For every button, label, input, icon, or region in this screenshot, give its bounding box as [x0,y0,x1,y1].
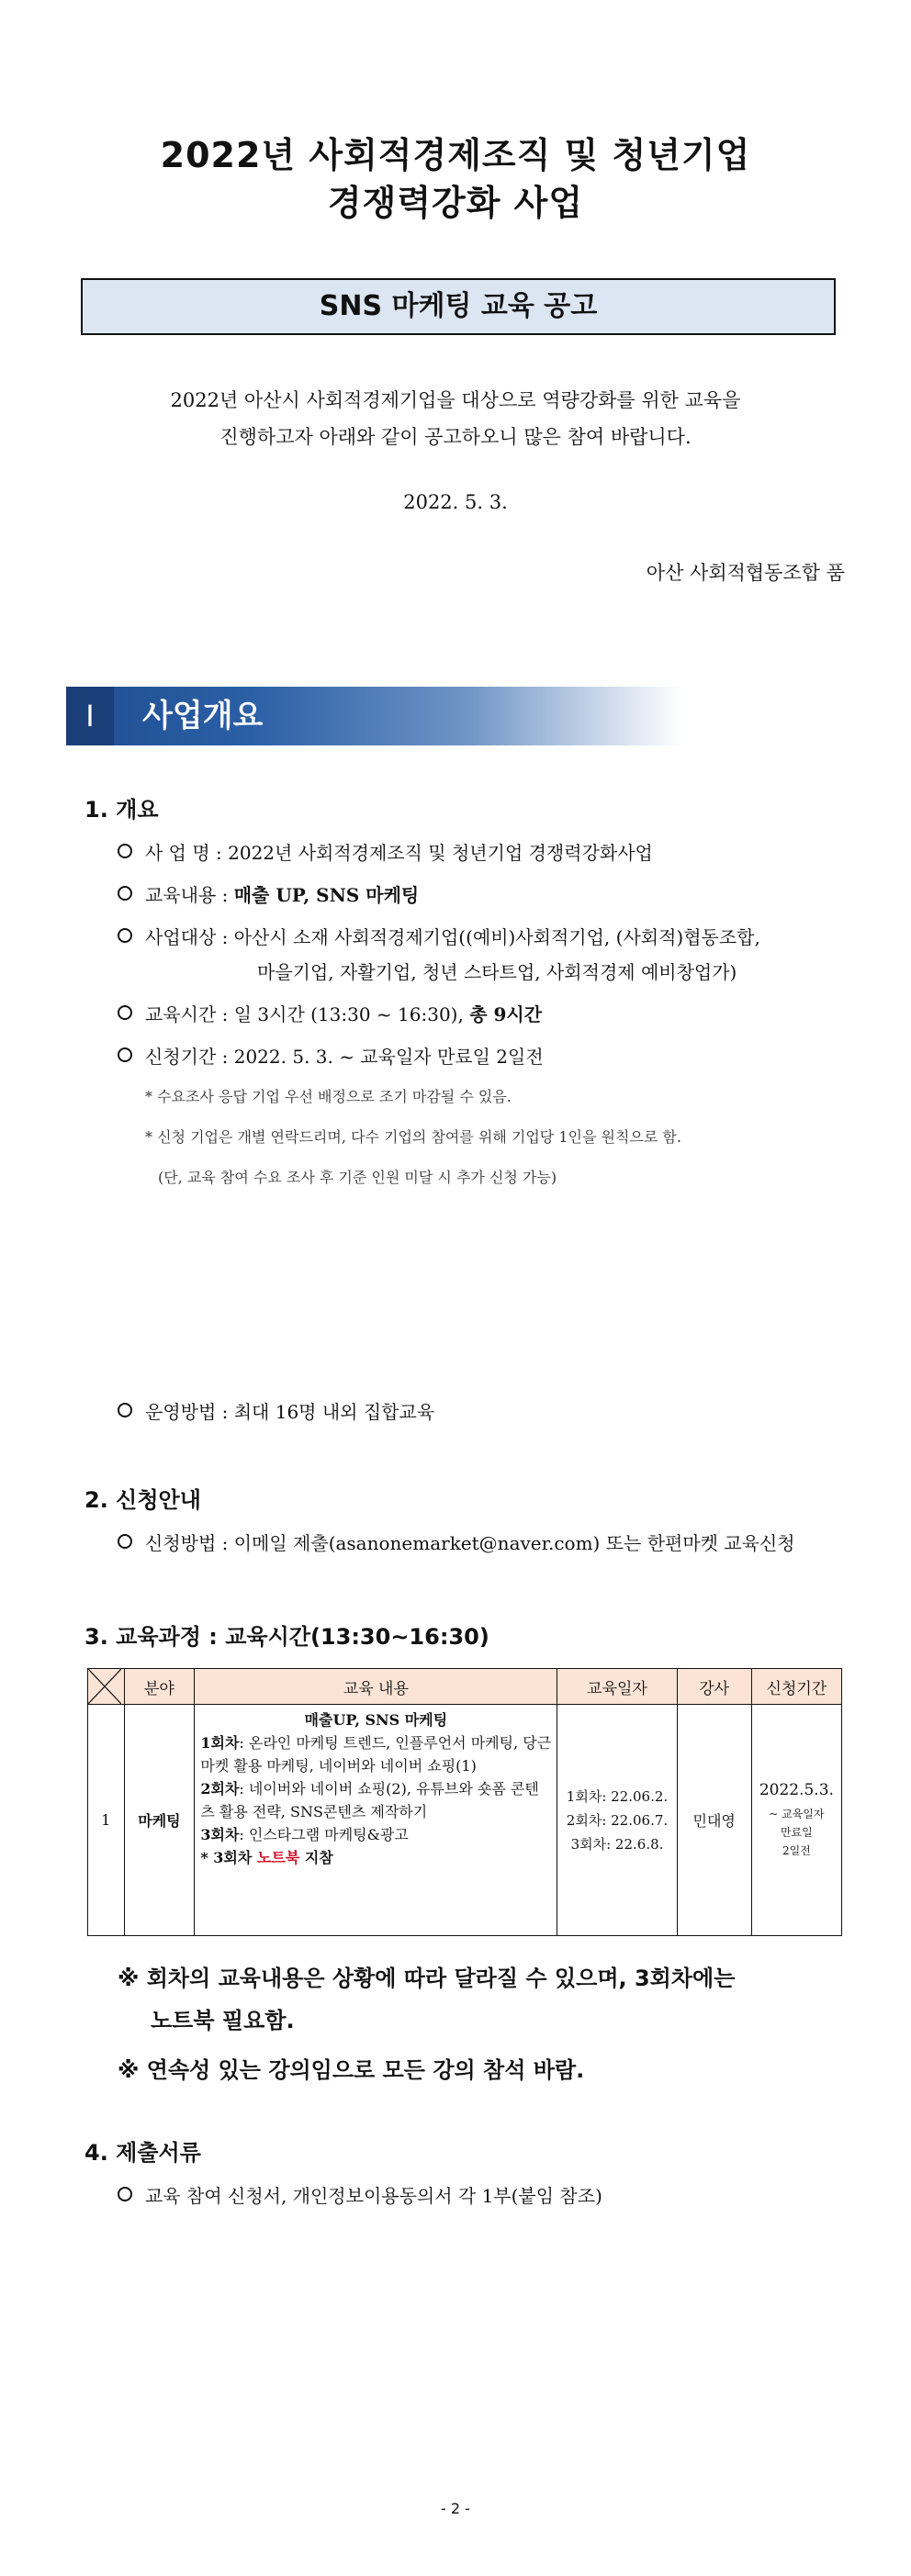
issuer: 아산 사회적협동조합 품 [646,562,845,584]
session-3: 3회차: 인스타그램 마케팅&광고 [200,1826,409,1843]
header-period: 신청기간 [751,1669,841,1705]
page-title-line2: 경쟁력강화 사업 [327,183,584,223]
session-2: 2회차: 네이버와 네이버 쇼핑(2), 유튜브와 숏폼 콘텐츠 활용 전략, SNS콘텐츠 제작하기 [200,1780,539,1820]
section-number: Ⅰ [66,687,114,745]
period-sub-2: 만료일 [780,1825,813,1839]
session-3-note: * 3회차 노트북 지참 [200,1849,333,1866]
diagonal-cross-icon [88,1669,121,1704]
warning-1-line2: 노트북 필요함. [151,2008,295,2033]
row-lecturer: 민대영 [677,1705,751,1936]
course-table [87,1668,842,1936]
notice-banner: SNS 마케팅 교육 공고 [81,278,836,335]
date-session-2: 2회차: 22.06.7. [566,1811,669,1829]
method-item: 운영방법 : 최대 16명 내외 집합교육 [118,1397,434,1424]
period-sub-3: 2일전 [782,1843,811,1857]
circle-bullet-icon [118,928,132,943]
header-field: 분야 [124,1669,195,1705]
overview-heading: 1. 개요 [84,797,159,823]
diagonal-header-cell [88,1669,125,1705]
circle-bullet-icon [118,1047,132,1062]
circle-bullet-icon [118,1403,132,1417]
target-item-line2: 마을기업, 자활기업, 청년 스타트업, 사회적경제 예비창업가) [257,961,737,983]
content-title: 매출UP, SNS 마케팅 [304,1711,448,1729]
note-1: * 수요조사 응답 기업 우선 배정으로 조기 마감될 수 있음. [145,1088,512,1105]
target-item: 사업대상 : 아산시 소재 사회적경제기업((예비)사회적기업, (사회적)협동조합, [118,923,760,949]
notice-date: 2022. 5. 3. [403,491,508,513]
circle-bullet-icon [118,844,132,858]
header-lecturer: 강사 [677,1669,751,1705]
header-content: 교육 내용 [195,1669,557,1705]
note-3: (단, 교육 참여 수요 조사 후 기준 인원 미달 시 추가 신청 가능) [158,1169,557,1186]
section-title: 사업개요 [142,698,264,734]
warning-1-line1: ※ 회차의 교육내용은 상황에 따라 달라질 수 있으며, 3회차에는 [118,1966,736,1991]
date-session-1: 1회차: 22.06.2. [566,1787,669,1805]
table-row [88,1705,842,1936]
session-1: 1회차: 온라인 마케팅 트렌드, 인플루언서 마케팅, 당근마켓 활용 마케팅, 네이버와 네이버 쇼핑(1) [200,1734,552,1775]
apply-heading: 2. 신청안내 [84,1487,201,1513]
row-content [195,1705,557,1936]
date-session-3: 3회차: 22.6.8. [570,1835,664,1853]
docs-item: 교육 참여 신청서, 개인정보이용동의서 각 1부(붙임 참조) [118,2181,602,2208]
circle-bullet-icon [118,886,132,901]
project-name-item: 사 업 명 : 2022년 사회적경제조직 및 청년기업 경쟁력강화사업 [118,838,653,865]
row-field: 마케팅 [124,1705,195,1936]
page-title-line1: 2022년 사회적경제조직 및 청년기업 [160,135,751,175]
intro-line2: 진행하고자 아래와 같이 공고하오니 많은 참여 바랍니다. [219,426,692,448]
header-date: 교육일자 [557,1669,677,1705]
row-dates [557,1705,677,1936]
circle-bullet-icon [118,2187,132,2201]
row-period [751,1705,841,1936]
period-item: 신청기간 : 2022. 5. 3. ~ 교육일자 만료일 2일전 [118,1042,544,1069]
content-item: 교육내용 : 매출 UP, SNS 마케팅 [118,880,419,907]
time-item: 교육시간 : 일 3시간 (13:30 ~ 16:30), 총 9시간 [118,1000,542,1026]
period-sub-1: ~ 교육일자 [769,1807,825,1820]
row-number: 1 [88,1705,125,1936]
circle-bullet-icon [118,1005,132,1020]
intro-line1: 2022년 아산시 사회적경제기업을 대상으로 역량강화를 위한 교육을 [170,389,741,411]
course-table-header-row [88,1669,842,1705]
circle-bullet-icon [118,1534,132,1549]
note-2: * 신청 기업은 개별 연락드리며, 다수 기업의 참여를 위해 기업당 1인을 원칙으로 함. [145,1128,681,1146]
docs-heading: 4. 제출서류 [84,2140,201,2166]
period-main: 2022.5.3. [759,1780,834,1799]
course-heading: 3. 교육과정 : 교육시간(13:30~16:30) [84,1624,489,1650]
warning-2: ※ 연속성 있는 강의임으로 모든 강의 참석 바람. [118,2057,585,2083]
apply-method-item: 신청방법 : 이메일 제출(asanonemarket@naver.com) 또는 한편마켓 교육신청 [118,1529,795,1555]
page-number: - 2 - [441,2500,470,2517]
